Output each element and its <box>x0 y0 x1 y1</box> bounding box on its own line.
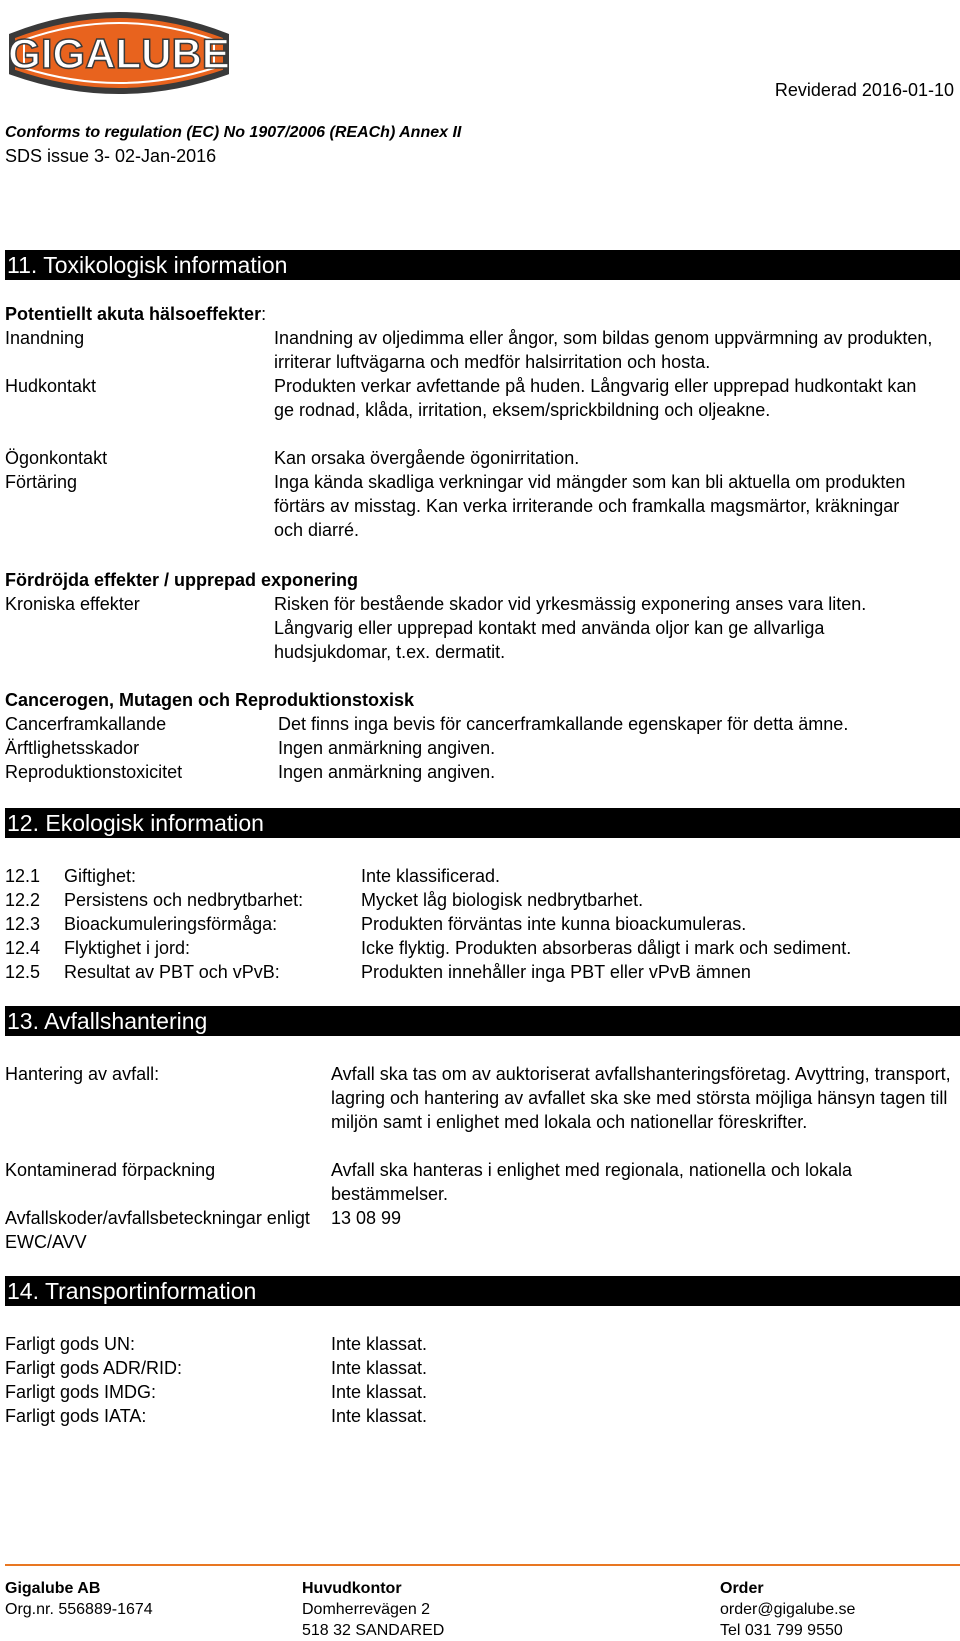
gigalube-logo <box>4 2 234 98</box>
transport-value: Inte klassat. <box>331 1334 428 1354</box>
footer-line: Domherrevägen 2 <box>302 1601 431 1618</box>
footer-phone: Tel 031 799 9550 <box>720 1622 843 1639</box>
section-13-header: 13. Avfallshantering <box>5 1006 960 1036</box>
acute-value: Kan orsaka övergående ögonirritation. <box>274 448 580 468</box>
acute-value: Inandning av oljedimma eller ångor, som bildas genom uppvärmning av produkten, irriterar luftvägarna och medför halsirritation och hosta. <box>274 328 933 372</box>
eco-number: 12.3 <box>5 914 41 934</box>
transport-label: Farligt gods IATA: <box>5 1406 147 1426</box>
eco-number: 12.2 <box>5 890 41 910</box>
eco-value: Produkten innehåller inga PBT eller vPvB ämnen <box>361 962 751 982</box>
transport-value: Inte klassat. <box>331 1382 428 1402</box>
eco-number: 12.1 <box>5 866 41 886</box>
footer-divider <box>5 1564 960 1566</box>
eco-value: Icke flyktig. Produkten absorberas dåligt i mark och sediment. <box>361 938 852 958</box>
footer-line: Org.nr. 556889-1674 <box>5 1601 153 1618</box>
footer-line: 518 32 SANDARED <box>302 1622 445 1639</box>
acute-effects-heading <box>5 302 266 326</box>
eco-label: Resultat av PBT och vPvB: <box>64 962 280 982</box>
cmr-label: Cancerframkallande <box>5 714 167 734</box>
acute-label: Hudkontakt <box>5 376 97 396</box>
section-12-header: 12. Ekologisk information <box>5 808 960 838</box>
footer-heading: Order <box>720 1580 764 1597</box>
footer-heading: Gigalube AB <box>5 1580 101 1597</box>
footer-company <box>5 1578 153 1620</box>
eco-label: Persistens och nedbrytbarhet: <box>64 890 304 910</box>
eco-value: Mycket låg biologisk nedbrytbarhet. <box>361 890 644 910</box>
transport-label: Farligt gods IMDG: <box>5 1382 157 1402</box>
footer-head-office <box>302 1578 444 1641</box>
cmr-value: Det finns inga bevis för cancerframkallande egenskaper för detta ämne. <box>278 714 849 734</box>
eco-label: Giftighet: <box>64 866 137 886</box>
transport-value: Inte klassat. <box>331 1358 428 1378</box>
acute-heading-text: Potentiellt akuta hälsoeffekter <box>5 304 262 324</box>
acute-value: Produkten verkar avfettande på huden. Långvarig eller upprepad hudkontakt kan ge rodnad, klåda, irritation, eksem/sprickbildning och oljeakne. <box>274 376 917 420</box>
sds-issue: SDS issue 3- 02-Jan-2016 <box>5 146 217 166</box>
acute-label: Förtäring <box>5 472 78 492</box>
revision-date: Reviderad 2016-01-10 <box>774 80 954 100</box>
acute-label: Ögonkontakt <box>5 448 108 468</box>
transport-label: Farligt gods ADR/RID: <box>5 1358 183 1378</box>
footer-email[interactable]: order@gigalube.se <box>720 1601 856 1618</box>
cmr-label: Reproduktionstoxicitet <box>5 762 183 782</box>
eco-label: Bioackumuleringsförmåga: <box>64 914 278 934</box>
cmr-value: Ingen anmärkning angiven. <box>278 762 496 782</box>
eco-value: Produkten förväntas inte kunna bioackumuleras. <box>361 914 747 934</box>
delayed-value: Risken för bestående skador vid yrkesmässig exponering anses vara liten. Långvarig eller upprepad kontakt med använda oljor kan ge allvarliga hudsjukdomar, t.ex. dermatit. <box>274 594 867 662</box>
section-14-header: 14. Transportinformation <box>5 1276 960 1306</box>
section-11-header: 11. Toxikologisk information <box>5 250 960 280</box>
delayed-effects-heading: Fördröjda effekter / upprepad exponering <box>5 570 359 590</box>
acute-heading-colon: : <box>261 304 267 324</box>
cmr-heading: Cancerogen, Mutagen och Reproduktionstoxisk <box>5 690 415 710</box>
transport-label: Farligt gods UN: <box>5 1334 136 1354</box>
regulation-conformance: Conforms to regulation (EC) No 1907/2006 (REACh) Annex II <box>5 124 462 141</box>
footer-heading: Huvudkontor <box>302 1580 402 1597</box>
transport-value: Inte klassat. <box>331 1406 428 1426</box>
acute-label: Inandning <box>5 328 85 348</box>
waste-value: 13 08 99 <box>331 1208 402 1228</box>
cmr-value: Ingen anmärkning angiven. <box>278 738 496 758</box>
waste-label: Kontaminerad förpackning <box>5 1160 216 1180</box>
eco-label: Flyktighet i jord: <box>64 938 191 958</box>
waste-label: Avfallskoder/avfallsbeteckningar enligt EWC/AVV <box>5 1208 310 1252</box>
eco-value: Inte klassificerad. <box>361 866 501 886</box>
eco-number: 12.4 <box>5 938 41 958</box>
waste-value: Avfall ska hanteras i enlighet med regionala, nationella och lokala bestämmelser. <box>331 1160 852 1204</box>
eco-number: 12.5 <box>5 962 41 982</box>
logo-text: GIGALUBE <box>8 30 230 77</box>
waste-value: Avfall ska tas om av auktoriserat avfallshanteringsföretag. Avyttring, transport, lagring och hantering av avfallet ska ske med största möjliga hänsyn tagen till miljön samt i enlighet med lokala och nationellar föreskrifter. <box>331 1064 951 1132</box>
waste-label: Hantering av avfall: <box>5 1064 160 1084</box>
footer-order <box>720 1578 855 1641</box>
cmr-label: Ärftlighetsskador <box>5 738 140 758</box>
acute-value: Inga kända skadliga verkningar vid mängder som kan bli aktuella om produkten förtärs av misstag. Kan verka irriterande och framkalla magsmärtor, kräkningar och diarré. <box>274 472 906 540</box>
delayed-label: Kroniska effekter <box>5 594 140 614</box>
